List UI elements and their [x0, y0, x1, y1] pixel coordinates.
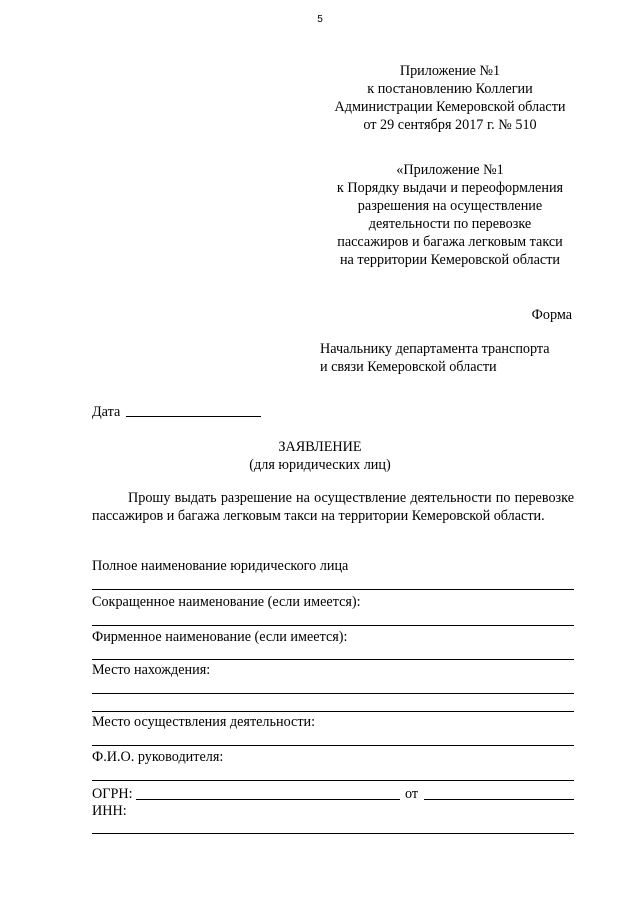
date-field-line[interactable] — [126, 416, 261, 417]
appendix-line: Приложение №1 — [399, 63, 501, 79]
inn-field-line[interactable] — [92, 833, 574, 834]
addressee-line: и связи Кемеровской области — [320, 359, 497, 375]
appendix-order-block — [322, 161, 578, 269]
activity-place-label: Место осуществления деятельности: — [92, 714, 316, 730]
addressee-line: Начальнику департамента транспорта — [320, 341, 550, 357]
body-paragraph: Прошу выдать разрешение на осуществление деятельности по перевозке пассажиров и багажа легковым такси на территории Кемеровской области. — [92, 490, 574, 524]
page-title: ЗАЯВЛЕНИЕ — [278, 439, 362, 455]
appendix-line: на территории Кемеровской области — [339, 252, 561, 268]
appendix-resolution-block — [322, 62, 578, 134]
appendix-line: «Приложение №1 — [396, 162, 504, 178]
director-field-line[interactable] — [92, 780, 574, 781]
ogrn-label: ОГРН: — [92, 786, 133, 802]
brand-name-field-line[interactable] — [92, 659, 574, 660]
appendix-line: пассажиров и багажа легковым такси — [337, 234, 563, 250]
appendix-line: к постановлению Коллегии — [367, 81, 533, 97]
appendix-line: Администрации Кемеровской области — [334, 99, 566, 115]
location-label: Место нахождения: — [92, 662, 211, 678]
ogrn-date-label: от — [405, 786, 419, 802]
addressee-block — [320, 340, 550, 376]
brand-name-label: Фирменное наименование (если имеется): — [92, 629, 348, 645]
appendix-line: деятельности по перевозке — [368, 216, 532, 232]
director-label: Ф.И.О. руководителя: — [92, 749, 224, 765]
inn-label: ИНН: — [92, 803, 127, 819]
location-field-line[interactable] — [92, 693, 574, 694]
full-name-label: Полное наименование юридического лица — [92, 558, 349, 574]
ogrn-field-line[interactable] — [136, 799, 400, 800]
ogrn-date-field-line[interactable] — [424, 799, 574, 800]
short-name-label: Сокращенное наименование (если имеется): — [92, 594, 361, 610]
short-name-field-line[interactable] — [92, 625, 574, 626]
page-number: 5 — [317, 14, 323, 25]
form-label: Форма — [531, 307, 572, 323]
page-subtitle: (для юридических лиц) — [249, 457, 391, 473]
appendix-line: к Порядку выдачи и переоформления — [336, 180, 564, 196]
full-name-field-line[interactable] — [92, 589, 574, 590]
application-title — [0, 438, 640, 474]
appendix-line: разрешения на осуществление — [357, 198, 543, 214]
date-label: Дата — [92, 404, 121, 420]
activity-place-field-line[interactable] — [92, 745, 574, 746]
location-field-line[interactable] — [92, 711, 574, 712]
appendix-line: от 29 сентября 2017 г. № 510 — [363, 117, 537, 133]
